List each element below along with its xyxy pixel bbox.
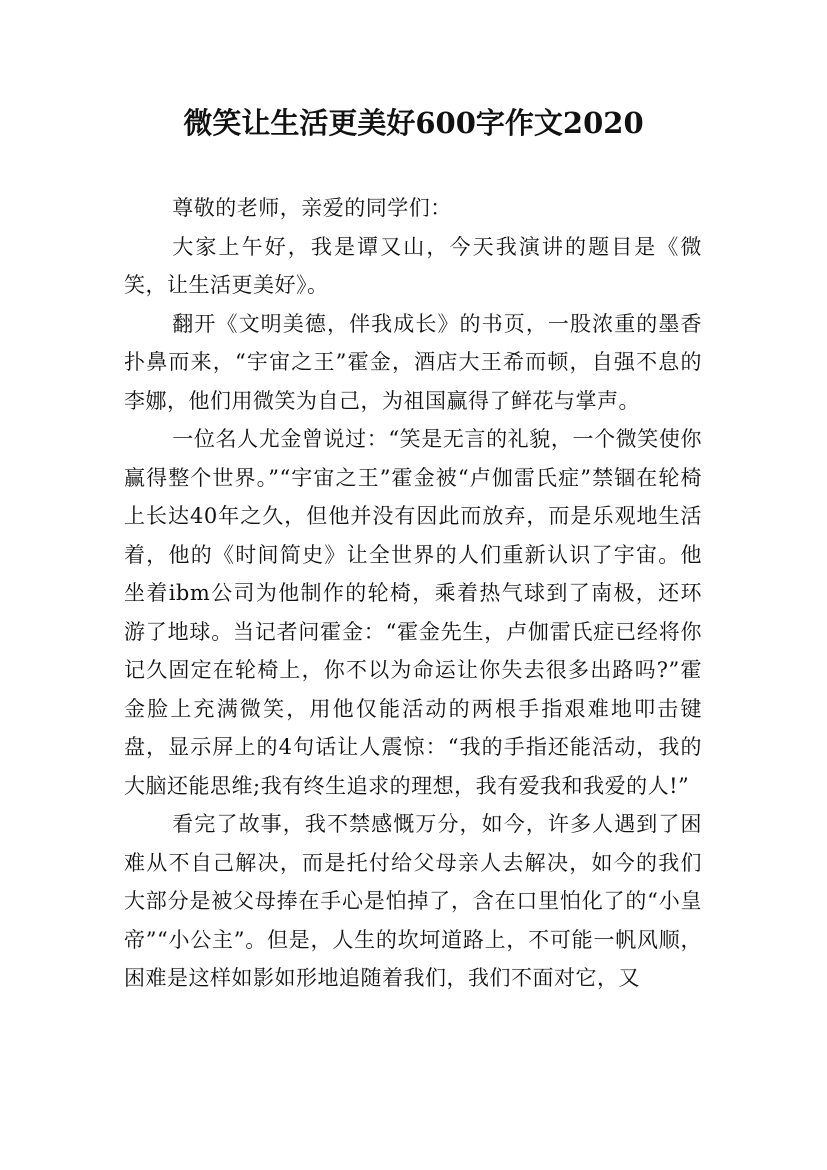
body-paragraph: 一位名人尤金曾说过：“笑是无言的礼貌，一个微笑使你赢得整个世界。”“宇宙之王”霍金被“卢伽雷氏症”禁锢在轮椅上长达40年之久，但他并没有因此而放弃，而是乐观地生活着，他的《时间简史》让全世界的人们重新认识了宇宙。他坐着ibm公司为他制作的轮椅，乘着热气球到了南极，还环游了地球。当记者问霍金：“霍金先生，卢伽雷氏症已经将你记久固定在轮椅上，你不以为命运让你失去很多出路吗?”霍金脸上充满微笑，用他仅能活动的两根手指艰难地叩击键盘，显示屏上的4句话让人震惊：“我的手指还能活动，我的大脑还能思维;我有终生追求的理想，我有爱我和我爱的人!”	[124, 427, 702, 798]
document-body	[124, 189, 702, 998]
salutation-paragraph: 尊敬的老师，亲爱的同学们：	[172, 196, 452, 220]
body-paragraph: 翻开《文明美德，伴我成长》的书页，一股浓重的墨香扑鼻而来，“宇宙之王”霍金，酒店大王希而顿，自强不息的李娜，他们用微笑为自己，为祖国赢得了鲜花与掌声。	[124, 311, 702, 413]
body-paragraph: 看完了故事，我不禁感慨万分，如今，许多人遇到了困难从不自己解决，而是托付给父母亲人去解决，如今的我们大部分是被父母捧在手心是怕掉了，含在口里怕化了的“小皇帝”“小公主”。但是，人生的坎坷道路上，不可能一帆风顺，困难是这样如影如形地追随着我们，我们不面对它，又	[124, 812, 702, 990]
document-title: 微笑让生活更美好600字作文2020	[183, 106, 644, 140]
greeting-paragraph: 大家上午好，我是谭又山，今天我演讲的题目是《微笑，让生活更美好》。	[124, 234, 702, 297]
